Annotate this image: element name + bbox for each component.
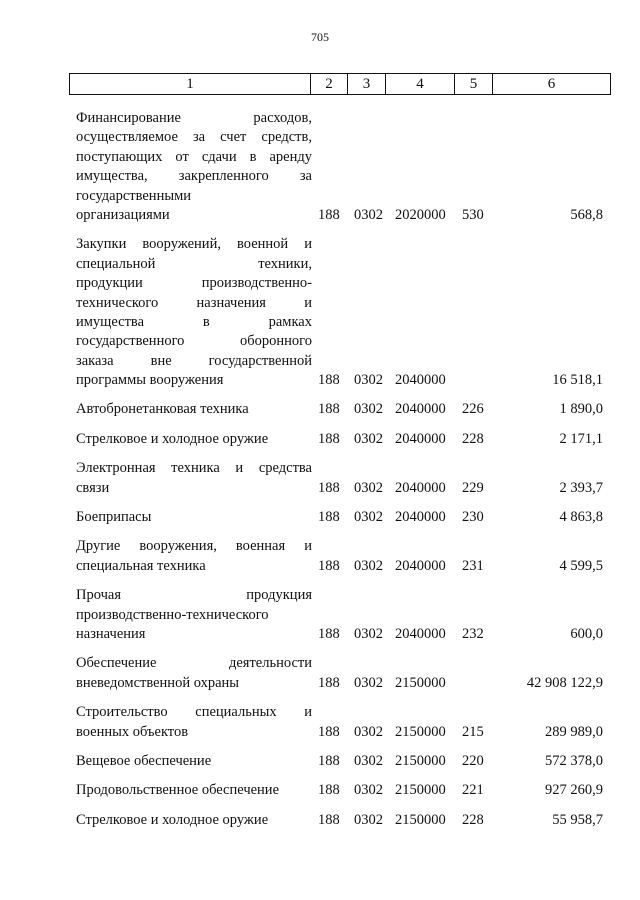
row-amount: 927 260,9 <box>545 782 603 799</box>
row-name <box>76 459 312 498</box>
row-name-line: имущества, закрепленного за <box>76 168 312 185</box>
row-name <box>76 811 312 830</box>
row-code-section: 0302 <box>354 206 383 223</box>
row-amount: 289 989,0 <box>545 723 603 740</box>
row-name-line: государственными <box>76 187 192 204</box>
row-amount: 2 393,7 <box>559 479 603 496</box>
row-code-section: 0302 <box>354 479 383 496</box>
row-name <box>76 752 312 771</box>
table-row <box>0 811 640 830</box>
column-header-row <box>70 74 611 95</box>
row-name-line: поступающих от сдачи в аренду <box>76 148 312 165</box>
row-name-line: Прочая продукция <box>76 587 312 604</box>
table-row <box>0 508 640 527</box>
row-code-type: 530 <box>462 206 484 223</box>
row-code-ministry: 188 <box>318 723 340 740</box>
row-name <box>76 654 312 693</box>
row-code-section: 0302 <box>354 557 383 574</box>
column-header-5: 5 <box>455 74 493 95</box>
row-name-line: военных объектов <box>76 723 189 740</box>
row-code-ministry: 188 <box>318 401 340 418</box>
row-code-target: 2150000 <box>395 782 446 799</box>
row-name-line: программы вооружения <box>76 372 224 389</box>
column-header-1: 1 <box>70 74 311 95</box>
row-code-section: 0302 <box>354 401 383 418</box>
row-code-ministry: 188 <box>318 430 340 447</box>
row-amount: 4 863,8 <box>559 509 603 526</box>
row-code-ministry: 188 <box>318 557 340 574</box>
row-code-type: 229 <box>462 479 484 496</box>
row-code-section: 0302 <box>354 811 383 828</box>
table-row <box>0 235 640 390</box>
row-code-section: 0302 <box>354 372 383 389</box>
row-code-ministry: 188 <box>318 625 340 642</box>
row-code-ministry: 188 <box>318 752 340 769</box>
page-number: 705 <box>311 30 329 44</box>
row-code-target: 2150000 <box>395 723 446 740</box>
row-code-type: 221 <box>462 782 484 799</box>
row-code-target: 2040000 <box>395 557 446 574</box>
row-code-target: 2040000 <box>395 372 446 389</box>
row-name-line: организациями <box>76 206 170 223</box>
row-name-line: назначения <box>76 625 146 642</box>
row-name-line: имущества в рамках <box>76 313 312 330</box>
row-name-line: Электронная техника и средства <box>76 460 312 477</box>
row-amount: 55 958,7 <box>552 811 603 828</box>
row-code-target: 2040000 <box>395 401 446 418</box>
row-code-target: 2150000 <box>395 811 446 828</box>
table-row <box>0 752 640 771</box>
row-name-line: Стрелковое и холодное оружие <box>76 811 269 828</box>
row-code-type: 220 <box>462 752 484 769</box>
row-code-section: 0302 <box>354 752 383 769</box>
row-name <box>76 586 312 644</box>
budget-rows <box>0 109 640 830</box>
row-code-ministry: 188 <box>318 372 340 389</box>
row-amount: 1 890,0 <box>559 401 603 418</box>
row-amount: 600,0 <box>570 625 603 642</box>
row-name-line: Стрелковое и холодное оружие <box>76 430 269 447</box>
row-name-line: Обеспечение деятельности <box>76 655 312 672</box>
table-row <box>0 781 640 800</box>
row-name-line: осуществляемое за счет средств, <box>76 129 312 146</box>
row-code-target: 2150000 <box>395 752 446 769</box>
row-name-line: технического назначения и <box>76 294 312 311</box>
column-header-table <box>69 73 611 95</box>
row-name-line: Боеприпасы <box>76 509 152 526</box>
row-code-section: 0302 <box>354 782 383 799</box>
row-code-target: 2040000 <box>395 509 446 526</box>
row-amount: 16 518,1 <box>552 372 603 389</box>
row-name <box>76 430 312 449</box>
row-code-type: 228 <box>462 430 484 447</box>
column-header-2: 2 <box>311 74 348 95</box>
row-code-ministry: 188 <box>318 206 340 223</box>
row-name-line: Продовольственное обеспечение <box>76 782 279 799</box>
table-row <box>0 459 640 498</box>
table-row <box>0 537 640 576</box>
row-code-type: 226 <box>462 401 484 418</box>
row-code-target: 2020000 <box>395 206 446 223</box>
row-code-section: 0302 <box>354 723 383 740</box>
row-amount: 42 908 122,9 <box>526 674 603 691</box>
row-code-type: 231 <box>462 557 484 574</box>
row-name <box>76 109 312 225</box>
row-code-type: 230 <box>462 509 484 526</box>
row-code-section: 0302 <box>354 430 383 447</box>
row-code-type: 215 <box>462 723 484 740</box>
row-code-target: 2040000 <box>395 625 446 642</box>
row-code-type: 228 <box>462 811 484 828</box>
row-code-target: 2040000 <box>395 479 446 496</box>
row-code-target: 2150000 <box>395 674 446 691</box>
row-code-section: 0302 <box>354 674 383 691</box>
row-name-line: Другие вооружения, военная и <box>76 538 312 555</box>
row-name <box>76 781 312 800</box>
table-row <box>0 430 640 449</box>
row-name <box>76 537 312 576</box>
row-code-section: 0302 <box>354 625 383 642</box>
column-header-3: 3 <box>348 74 386 95</box>
row-name-line: Строительство специальных и <box>76 704 312 721</box>
table-row <box>0 703 640 742</box>
row-name-line: Вещевое обеспечение <box>76 752 212 769</box>
row-code-ministry: 188 <box>318 811 340 828</box>
row-amount: 4 599,5 <box>559 557 603 574</box>
row-name-line: Автобронетанковая техника <box>76 401 249 418</box>
table-row <box>0 400 640 419</box>
row-name-line: вневедомственной охраны <box>76 674 240 691</box>
row-amount: 2 171,1 <box>559 430 603 447</box>
row-name-line: Финансирование расходов, <box>76 110 312 126</box>
row-code-ministry: 188 <box>318 674 340 691</box>
row-name-line: производственно-технического <box>76 606 269 623</box>
row-name-line: государственного оборонного <box>76 333 312 350</box>
row-name-line: продукции производственно- <box>76 275 312 292</box>
row-name-line: специальная техника <box>76 557 206 574</box>
row-code-ministry: 188 <box>318 509 340 526</box>
table-row <box>0 586 640 644</box>
row-amount: 572 378,0 <box>545 752 603 769</box>
row-name-line: Закупки вооружений, военной и <box>76 236 312 253</box>
column-header-6: 6 <box>493 74 611 95</box>
row-code-ministry: 188 <box>318 782 340 799</box>
table-row <box>0 109 640 225</box>
row-name-line: заказа вне государственной <box>76 352 312 369</box>
row-code-target: 2040000 <box>395 430 446 447</box>
row-name <box>76 508 312 527</box>
row-name-line: специальной техники, <box>76 255 312 272</box>
row-amount: 568,8 <box>570 206 603 223</box>
row-name <box>76 400 312 419</box>
column-header-4: 4 <box>386 74 455 95</box>
table-row <box>0 654 640 693</box>
row-code-type: 232 <box>462 625 484 642</box>
row-code-section: 0302 <box>354 509 383 526</box>
row-code-ministry: 188 <box>318 479 340 496</box>
row-name-line: связи <box>76 479 110 496</box>
row-name <box>76 703 312 742</box>
row-name <box>76 235 312 390</box>
